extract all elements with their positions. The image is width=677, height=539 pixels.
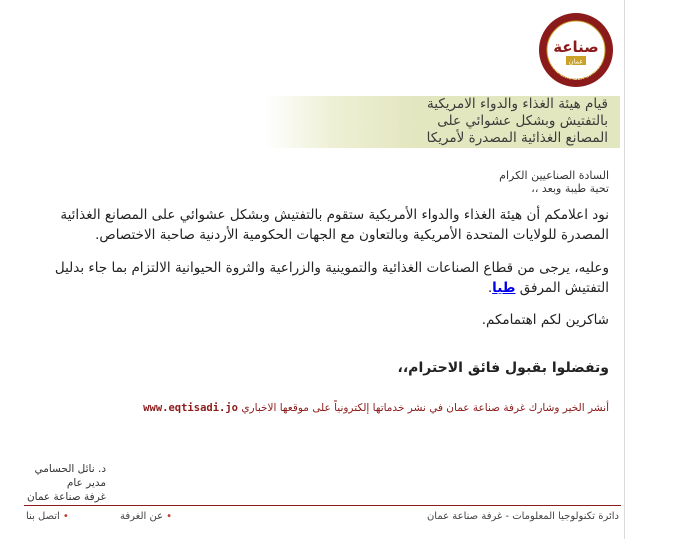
salutation-line: السادة الصناعيين الكرام (499, 169, 609, 182)
signature-block (26, 462, 106, 504)
announcement-title-box (232, 96, 620, 148)
title-line: المصانع الغذائية المصدرة لأمريكا (426, 130, 608, 146)
attachment-link[interactable]: طيا (492, 280, 516, 296)
body-paragraph-2 (49, 258, 609, 298)
chamber-seal-logo-icon (538, 12, 614, 88)
promo-line (139, 402, 609, 414)
logo-main-text: صناعة (553, 38, 599, 56)
paragraph-2-text: وعليه، يرجى من قطاع الصناعات الغذائية والتموينية والزراعية والثروة الحيوانية الالتزام بما جاء بدليل التفتيش المرفق (54, 260, 609, 296)
bullet-icon: • (62, 511, 69, 522)
footer-contact-label: اتصل بنا (26, 511, 60, 522)
paragraph-2-end: . (487, 280, 493, 296)
signature-org: غرفة صناعة عمان (26, 491, 106, 503)
chamber-logo[interactable] (538, 12, 614, 88)
footer-about-label: عن الغرفة (120, 511, 164, 522)
title-line: قيام هيئة الغذاء والدواء الامريكية (427, 96, 608, 112)
signature-role: مدير عام (66, 477, 106, 489)
logo-sub-text: عمان (568, 57, 584, 66)
body-paragraph-1: نود اعلامكم أن هيئة الغذاء والدواء الأمريكية ستقوم بالتفتيش وبشكل عشوائي على المصانع الغذائية المصدرة للولايات المتحدة الأمريكية وبالتعاون مع الجهات الحكومية الأردنية صاحبة الاختصاص. (60, 207, 609, 243)
closing-line: وتفضلوا بقبول فائق الاحترام،، (397, 360, 609, 376)
greeting-line: تحية طيبة وبعد ،، (531, 182, 609, 195)
news-site-link[interactable]: www.eqtisadi.jo (143, 402, 238, 414)
bullet-icon: • (166, 511, 172, 522)
promo-text: أنشر الخير وشارك غرفة صناعة عمان في نشر خدماتها إلكترونياً على موقعها الاخباري (241, 402, 609, 414)
logo-ring-text: AMMAN CHAMBER OF INDUSTR (546, 52, 607, 83)
thanks-line: شاكرين لكم اهتمامكم. (481, 312, 609, 328)
footer-divider (24, 505, 621, 506)
title-box-gradient (232, 96, 412, 148)
title-line: بالتفتيش وبشكل عشوائي على (437, 113, 608, 129)
footer-about-link[interactable] (120, 511, 172, 522)
announcement-title (427, 96, 608, 147)
signature-name: د. نائل الحسامي (34, 463, 106, 475)
footer-department: دائرة تكنولوجيا المعلومات - غرفة صناعة عمان (426, 511, 619, 522)
page-right-border (624, 0, 625, 539)
footer-contact-link[interactable] (26, 511, 69, 522)
salutation (499, 169, 609, 195)
